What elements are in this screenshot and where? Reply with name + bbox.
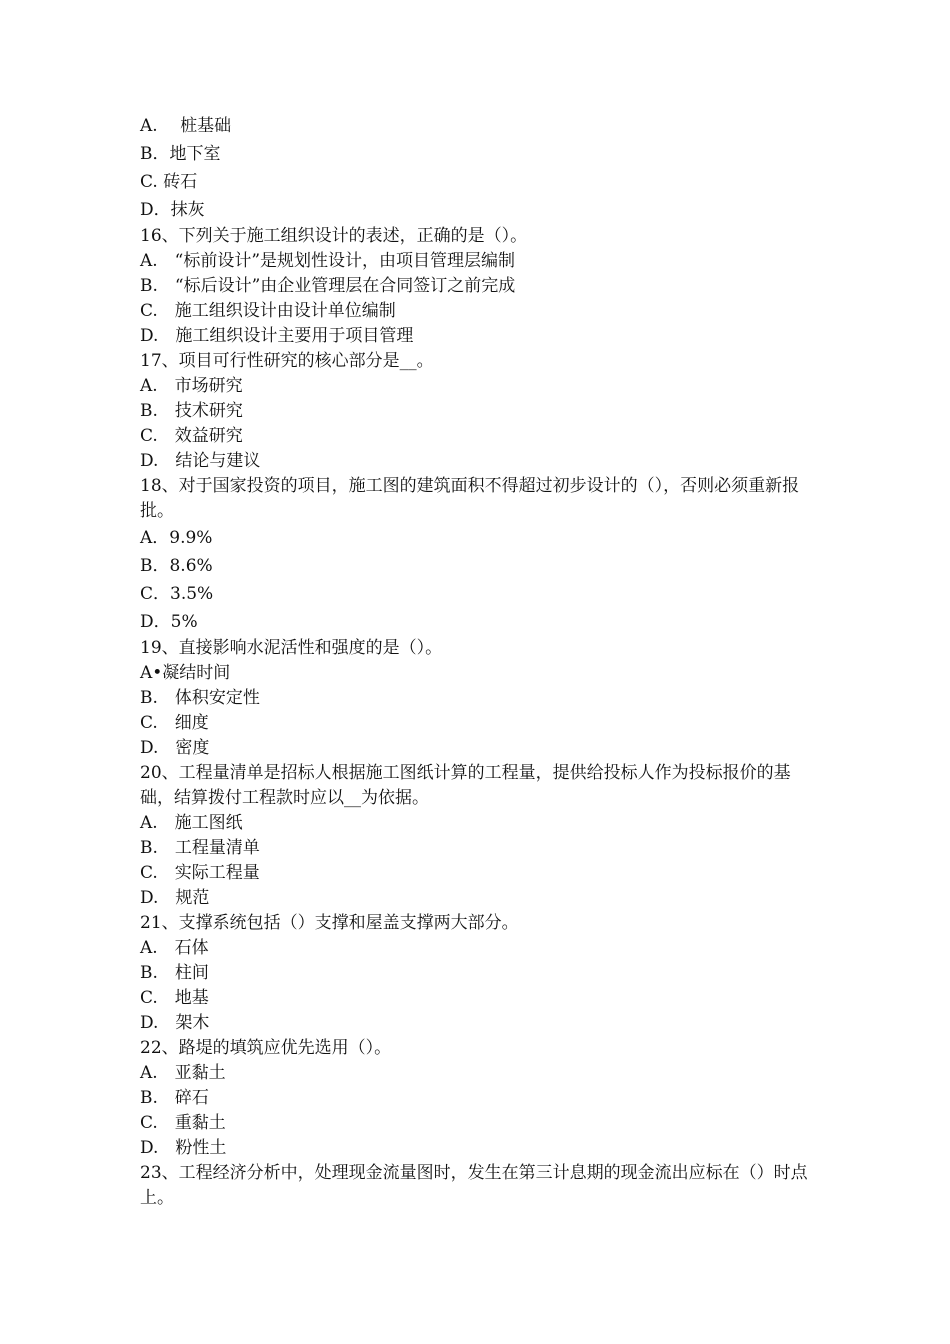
answer-option: A. 市场研究 — [140, 376, 243, 396]
answer-option: C．3.5% — [140, 584, 214, 604]
answer-option: C. 砖石 — [140, 172, 198, 192]
answer-option: A. 石体 — [140, 938, 209, 958]
answer-option: D. 施工组织设计主要用于项目管理 — [140, 326, 414, 346]
answer-option: B. 工程量清单 — [140, 838, 260, 858]
answer-option: B．8.6% — [140, 556, 213, 576]
answer-option: C. 地基 — [140, 988, 209, 1008]
answer-option: C. 实际工程量 — [140, 863, 260, 883]
answer-option: B. 体积安定性 — [140, 688, 260, 708]
answer-option: B. “标后设计”由企业管理层在合同签订之前完成 — [140, 276, 516, 296]
answer-option: D. 密度 — [140, 738, 210, 758]
answer-option: C. 重黏土 — [140, 1113, 226, 1133]
question-text: 22、路堤的填筑应优先选用（）。 — [140, 1038, 392, 1058]
answer-option: C. 施工组织设计由设计单位编制 — [140, 301, 396, 321]
answer-option: A. “标前设计”是规划性设计，由项目管理层编制 — [140, 251, 516, 271]
answer-option: A•凝结时间 — [140, 663, 231, 683]
answer-option: D. 架木 — [140, 1013, 210, 1033]
answer-option: D．5% — [140, 612, 198, 632]
question-text: 21、支撑系统包括（）支撑和屋盖支撑两大部分。 — [140, 913, 519, 933]
answer-option: D. 粉性土 — [140, 1138, 227, 1158]
answer-option: B. 碎石 — [140, 1088, 209, 1108]
answer-option: D. 结论与建议 — [140, 451, 261, 471]
question-text: 20、工程量清单是招标人根据施工图纸计算的工程量，提供给投标人作为投标报价的基础，结算拨付工程款时应以__为依据。 — [140, 763, 791, 808]
question-text: 18、对于国家投资的项目，施工图的建筑面积不得超过初步设计的（），否则必须重新报批。 — [140, 476, 800, 521]
question-text: 23、工程经济分析中，处理现金流量图时，发生在第三计息期的现金流出应标在（）时点上。 — [140, 1163, 808, 1208]
answer-option: A. 亚黏土 — [140, 1063, 226, 1083]
answer-option: D. 规范 — [140, 888, 210, 908]
answer-option: C. 效益研究 — [140, 426, 243, 446]
question-text: 16、下列关于施工组织设计的表述，正确的是（）。 — [140, 226, 528, 246]
answer-option: B. 柱间 — [140, 963, 209, 983]
answer-option: A. 桩基础 — [140, 116, 232, 136]
answer-option: A．9.9% — [140, 528, 213, 548]
answer-option: B．地下室 — [140, 144, 221, 164]
answer-option: C. 细度 — [140, 713, 209, 733]
question-text: 19、直接影响水泥活性和强度的是（）。 — [140, 638, 443, 658]
answer-option: A. 施工图纸 — [140, 813, 243, 833]
answer-option: D．抹灰 — [140, 200, 205, 220]
answer-option: B. 技术研究 — [140, 401, 243, 421]
document-body — [140, 112, 820, 1211]
question-text: 17、项目可行性研究的核心部分是__。 — [140, 351, 434, 371]
